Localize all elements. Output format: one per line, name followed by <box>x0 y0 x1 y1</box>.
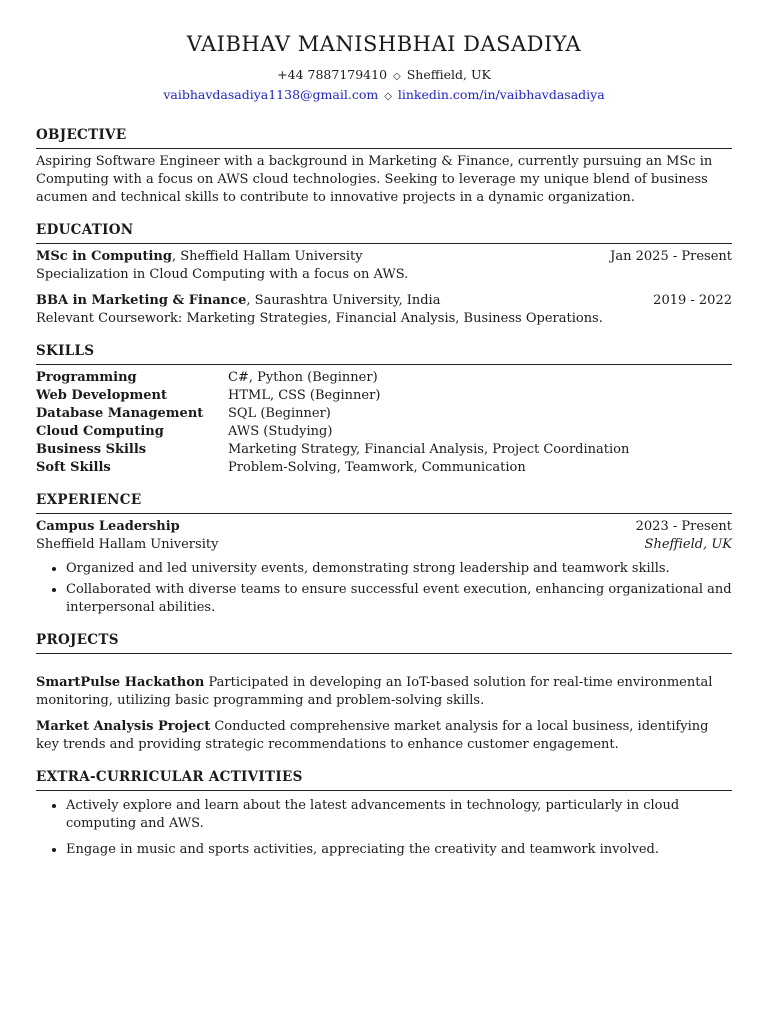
phone-number: +44 7887179410 <box>277 67 388 82</box>
objective-section <box>36 126 732 207</box>
education-detail: Specialization in Cloud Computing with a focus on AWS. <box>36 267 409 282</box>
section-title: SKILLS <box>36 342 732 365</box>
role-title: Campus Leadership <box>36 519 180 534</box>
section-title: OBJECTIVE <box>36 126 732 149</box>
skills-section <box>36 342 732 477</box>
extracurricular-section <box>36 768 732 859</box>
objective-text: Aspiring Software Engineer with a background in Marketing & Finance, currently pursuing an MSc in Computing with a focus on AWS cloud technologies. Seeking to leverage my unique blend of business acumen and technical skills to contribute to innovative projects in a dynamic organization. <box>36 154 713 205</box>
resume-header <box>36 0 732 106</box>
education-entry <box>36 248 732 284</box>
skill-value: AWS (Studying) <box>228 424 333 439</box>
candidate-name: VAIBHAV MANISHBHAI DASADIYA <box>186 32 582 56</box>
section-title: EDUCATION <box>36 221 732 244</box>
extracurricular-bullets <box>36 797 732 859</box>
organization: Sheffield Hallam University <box>36 537 219 552</box>
separator-diamond-icon: ◇ <box>384 91 392 102</box>
skill-category: Business Skills <box>36 442 147 457</box>
section-title: PROJECTS <box>36 631 732 654</box>
projects-section <box>36 631 732 754</box>
skill-category: Database Management <box>36 406 204 421</box>
skills-table <box>36 369 732 477</box>
skill-value: C#, Python (Beginner) <box>228 370 378 385</box>
project-name: Market Analysis Project <box>36 719 211 734</box>
skill-value: HTML, CSS (Beginner) <box>228 388 381 403</box>
skill-value: SQL (Beginner) <box>228 406 331 421</box>
project-description: Participated in developing an IoT-based solution for real-time environmental monitoring, utilizing basic programming and problem-solving skills. <box>36 675 713 708</box>
separator-diamond-icon: ◇ <box>393 71 401 82</box>
linkedin-link[interactable]: linkedin.com/in/vaibhavdasadiya <box>397 87 605 102</box>
project-entry <box>36 674 732 710</box>
list-item: • Actively explore and learn about the latest advancements in technology, particularly in cloud computing and AWS. <box>66 797 732 833</box>
education-dates: Jan 2025 - Present <box>610 249 732 264</box>
skill-value: Marketing Strategy, Financial Analysis, Project Coordination <box>228 442 630 457</box>
skill-category: Web Development <box>36 388 167 403</box>
project-name: SmartPulse Hackathon <box>36 675 205 690</box>
list-item: • Collaborated with diverse teams to ensure successful event execution, enhancing organizational and interpersonal abilities. <box>66 581 732 617</box>
skill-category: Cloud Computing <box>36 424 164 439</box>
list-item: • Organized and led university events, demonstrating strong leadership and teamwork skills. <box>66 560 732 578</box>
skill-category: Programming <box>36 370 137 385</box>
education-detail: Relevant Coursework: Marketing Strategies, Financial Analysis, Business Operations. <box>36 311 603 326</box>
section-title: EXPERIENCE <box>36 491 732 514</box>
email-link[interactable]: vaibhavdasadiya1138@gmail.com <box>163 87 379 102</box>
experience-entry <box>36 518 732 617</box>
experience-dates: 2023 - Present <box>635 519 732 534</box>
experience-location: Sheffield, UK <box>644 537 732 552</box>
education-dates: 2019 - 2022 <box>653 293 732 308</box>
project-description: Conducted comprehensive market analysis for a local business, identifying key trends and providing strategic recommendations to enhance customer engagement. <box>36 719 709 752</box>
experience-bullets <box>36 560 732 617</box>
school: , Saurashtra University, India <box>246 293 441 308</box>
location: Sheffield, UK <box>406 67 491 82</box>
skill-category: Soft Skills <box>36 460 111 475</box>
list-item: • Engage in music and sports activities, appreciating the creativity and teamwork involved. <box>66 841 732 859</box>
contact-line-1 <box>36 66 732 86</box>
degree: BBA in Marketing & Finance <box>36 293 247 308</box>
education-section <box>36 221 732 328</box>
school: , Sheffield Hallam University <box>171 249 363 264</box>
experience-section <box>36 491 732 617</box>
education-entry <box>36 292 732 328</box>
degree: MSc in Computing <box>36 249 172 264</box>
section-title: EXTRA-CURRICULAR ACTIVITIES <box>36 768 732 791</box>
project-entry <box>36 718 732 754</box>
skill-value: Problem-Solving, Teamwork, Communication <box>228 460 526 475</box>
contact-line-2 <box>36 86 732 106</box>
